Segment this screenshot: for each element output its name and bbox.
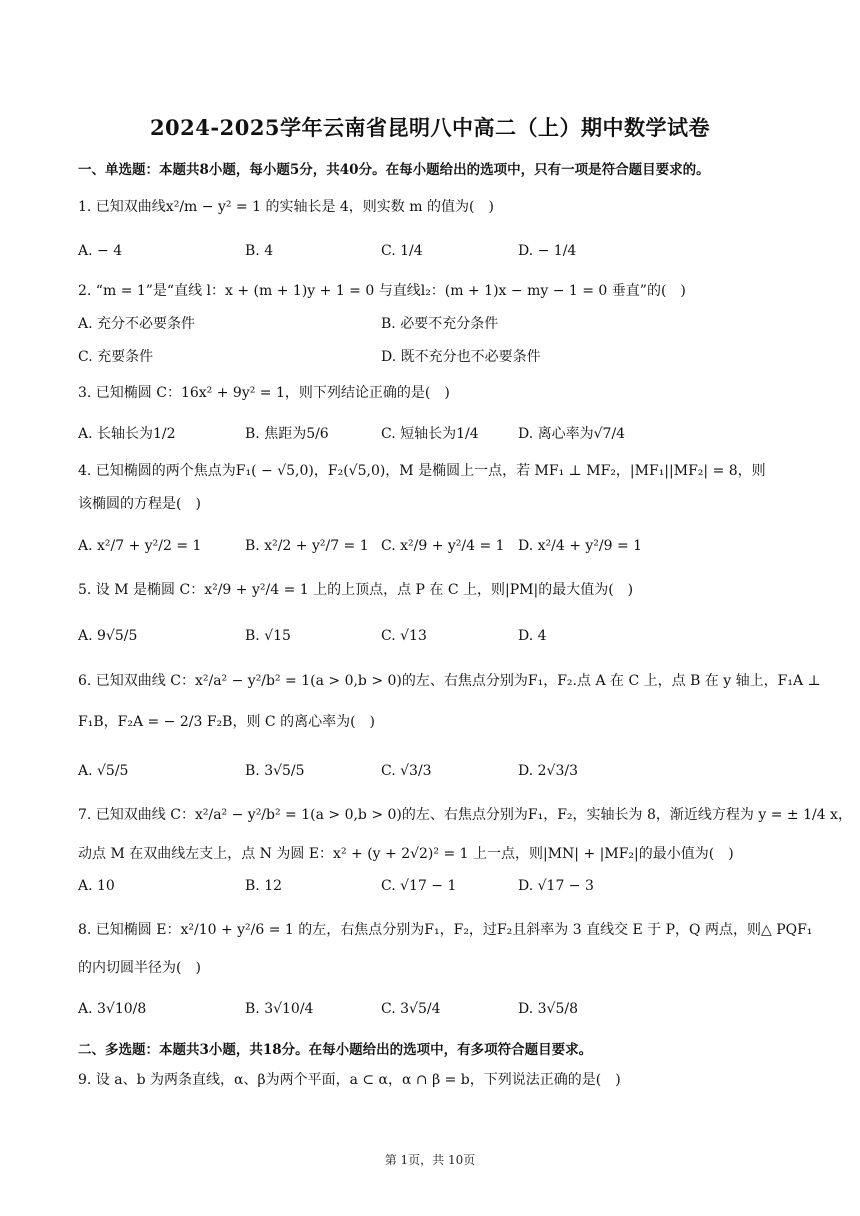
question-6-options (78, 760, 790, 782)
question-7-options (78, 875, 790, 897)
q2-option-a: A. 充分不必要条件 (78, 316, 196, 332)
section-multi-choice-header: 二、多选题：本题共3小题，共18分。在每小题给出的选项中，有多项符合题目要求。 (78, 1042, 593, 1058)
q3-option-a: A. 长轴长为1/2 (78, 426, 176, 442)
q5-option-d: D. 4 (518, 628, 547, 644)
q2-option-c: C. 充要条件 (78, 349, 154, 365)
question-1-options (78, 240, 790, 262)
q6-option-d: D. 2√3/3 (518, 763, 578, 779)
question-5-stem: 5. 设 M 是椭圆 C：x²/9 + y²/4 = 1 上的上顶点，点 P 在 C 上，则|PM|的最大值为( ) (78, 582, 634, 598)
q6-option-a: A. √5/5 (78, 763, 129, 779)
section-single-choice-header: 一、单选题：本题共8小题，每小题5分，共40分。在每小题给出的选项中，只有一项是符合题目要求的。 (78, 162, 710, 178)
q8-option-b: B. 3√10/4 (245, 1001, 314, 1017)
question-9-stem: 9. 设 a、b 为两条直线，α、β为两个平面，a ⊂ α，α ∩ β = b，下列说法正确的是( ) (78, 1072, 621, 1088)
q1-option-b: B. 4 (245, 243, 274, 259)
question-8-stem-line2: 的内切圆半径为( ) (78, 960, 201, 976)
q3-option-c: C. 短轴长为1/4 (381, 426, 479, 442)
q5-option-a: A. 9√5/5 (78, 628, 138, 644)
q3-option-b: B. 焦距为5/6 (245, 426, 329, 442)
q6-option-b: B. 3√5/5 (245, 763, 305, 779)
q8-option-a: A. 3√10/8 (78, 1001, 147, 1017)
q7-option-a: A. 10 (78, 878, 115, 894)
q7-option-d: D. √17 − 3 (518, 878, 594, 894)
q4-option-a: A. x²/7 + y²/2 = 1 (78, 538, 202, 554)
question-4-stem-line1: 4. 已知椭圆的两个焦点为F₁( − √5,0)，F₂(√5,0)，M 是椭圆上一点，若 MF₁ ⊥ MF₂，|MF₁||MF₂| = 8，则 (78, 463, 766, 479)
q8-option-d: D. 3√5/8 (518, 1001, 578, 1017)
question-2-stem: 2. “m = 1”是“直线 l：x + (m + 1)y + 1 = 0 与直线l₂：(m + 1)x − my − 1 = 0 垂直”的( ) (78, 283, 686, 299)
question-8-options (78, 998, 790, 1020)
question-2-options-row1 (78, 313, 790, 335)
exam-title: 2024-2025学年云南省昆明八中高二（上）期中数学试卷 (149, 115, 711, 140)
q7-option-b: B. 12 (245, 878, 283, 894)
question-8-stem-line1: 8. 已知椭圆 E：x²/10 + y²/6 = 1 的左，右焦点分别为F₁，F₂，过F₂且斜率为 3 直线交 E 于 P，Q 两点，则△ PQF₁ (78, 922, 813, 938)
page-footer: 第 1页，共 10页 (384, 1153, 476, 1167)
q7-option-c: C. √17 − 1 (381, 878, 457, 894)
q2-option-d: D. 既不充分也不必要条件 (381, 349, 541, 365)
q5-option-c: C. √13 (381, 628, 427, 644)
q6-option-c: C. √3/3 (381, 763, 432, 779)
question-1-stem: 1. 已知双曲线x²/m − y² = 1 的实轴长是 4，则实数 m 的值为( ) (78, 199, 494, 215)
q4-option-c: C. x²/9 + y²/4 = 1 (381, 538, 505, 554)
question-7-stem-line2: 动点 M 在双曲线左支上，点 N 为圆 E：x² + (y + 2√2)² = 1 上一点，则|MN| + |MF₂|的最小值为( ) (78, 846, 734, 862)
q1-option-d: D. − 1/4 (518, 243, 577, 259)
question-6-stem-line2: F₁B，F₂A = − 2/3 F₂B，则 C 的离心率为( ) (78, 714, 375, 730)
question-4-options (78, 535, 790, 557)
q4-option-b: B. x²/2 + y²/7 = 1 (245, 538, 369, 554)
q3-option-d: D. 离心率为√7/4 (518, 426, 626, 442)
question-6-stem-line1: 6. 已知双曲线 C：x²/a² − y²/b² = 1(a > 0,b > 0)的左、右焦点分别为F₁，F₂.点 A 在 C 上，点 B 在 y 轴上，F₁A ⊥ (78, 673, 821, 689)
question-2-options-row2 (78, 346, 790, 368)
question-5-options (78, 625, 790, 647)
question-3-options (78, 423, 790, 445)
question-3-stem: 3. 已知椭圆 C：16x² + 9y² = 1，则下列结论正确的是( ) (78, 385, 450, 401)
q2-option-b: B. 必要不充分条件 (381, 316, 499, 332)
q4-option-d: D. x²/4 + y²/9 = 1 (518, 538, 643, 554)
question-7-stem-line1: 7. 已知双曲线 C：x²/a² − y²/b² = 1(a > 0,b > 0)的左、右焦点分别为F₁，F₂，实轴长为 8，渐近线方程为 y = ± 1/4 x， (78, 807, 852, 823)
question-4-stem-line2: 该椭圆的方程是( ) (78, 496, 201, 512)
q1-option-a: A. − 4 (78, 243, 123, 259)
q8-option-c: C. 3√5/4 (381, 1001, 441, 1017)
q5-option-b: B. √15 (245, 628, 291, 644)
q1-option-c: C. 1/4 (381, 243, 423, 259)
